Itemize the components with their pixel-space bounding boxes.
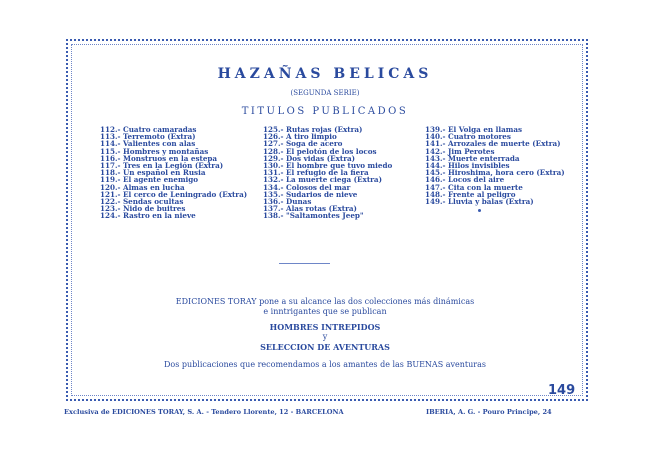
- list-item: 122.- Sendas ocultas: [100, 197, 184, 207]
- list-item: 118.- Un español en Rusia: [100, 168, 206, 178]
- list-item: 132.- La muerte ciega (Extra): [263, 175, 382, 185]
- page-title: HAZAÑAS BELICAS: [217, 66, 433, 82]
- list-item: 138.- "Saltamontes Jeep": [263, 211, 364, 221]
- promo-line-1: EDICIONES TORAY pone a su alcance las dos colecciones más dinámicas: [175, 297, 475, 306]
- list-item: 124.- Rastro en la nieve: [100, 211, 196, 221]
- printer-footer: IBERIA, A. G. - Pouro Principe, 24: [426, 408, 552, 416]
- series-subtitle: (SEGUNDA SERIE): [290, 89, 360, 97]
- list-item: 147.- Cita con la muerte: [425, 182, 523, 192]
- list-item: 113.- Terremoto (Extra): [100, 132, 196, 142]
- list-item: 114.- Valientes con alas: [100, 139, 196, 149]
- list-item: 141.- Arrozales de muerte (Extra): [425, 139, 561, 149]
- list-item: 128.- El pelotón de los locos: [263, 146, 377, 156]
- list-item: 148.- Frente al peligro: [425, 189, 516, 199]
- promo-line-1b: e inntrigantes que se publican: [263, 307, 387, 316]
- list-item: 126.- A tiro limpio: [263, 132, 337, 142]
- list-item: 146.- Locos del aire: [425, 175, 505, 185]
- collection-name-1: HOMBRES INTREPIDOS: [269, 322, 381, 332]
- list-item: 112.- Cuatro camaradas: [100, 125, 197, 134]
- list-item: 139.- El Volga en llamas: [425, 125, 523, 134]
- page-number: 149: [548, 383, 576, 398]
- list-item: 144.- Hilos invisibles: [425, 161, 510, 171]
- list-item: 116.- Monstruos en la estepa: [100, 153, 218, 163]
- list-item: 125.- Rutas rojas (Extra): [263, 125, 363, 134]
- section-heading: TITULOS PUBLICADOS: [241, 106, 409, 117]
- list-item: 135.- Sudarios de nieve: [263, 189, 358, 199]
- list-item: 117.- Tres en la Legión (Extra): [100, 161, 224, 171]
- publisher-footer: Exclusiva de EDICIONES TORAY, S. A. - Tenderο Llorente, 12 - BARCELONA: [64, 408, 344, 416]
- list-item: 120.- Almas en lucha: [100, 182, 185, 192]
- list-item: 134.- Colosos del mar: [263, 182, 351, 192]
- list-item: 143.- Muerte enterrada: [425, 153, 520, 163]
- promo-line-3: Dos publicaciones que recomendamos a los amantes de las BUENAS aventuras: [164, 360, 486, 369]
- list-item: 130.- El hombre que tuvo miedo: [263, 161, 393, 171]
- list-item: 127.- Soga de acero: [263, 139, 343, 149]
- conjunction: y: [322, 332, 328, 341]
- list-item: 119.- El agente enemigo: [100, 175, 199, 185]
- list-item: 136.- Dunas: [263, 197, 312, 207]
- list-item: 149.- Lluvia y balas (Extra): [425, 197, 534, 207]
- titles-column-3: [425, 126, 565, 205]
- titles-column-2: [263, 126, 392, 220]
- list-item: 131.- El refugio de la fiera: [263, 168, 369, 178]
- list-item: 129.- Dos vidas (Extra): [263, 153, 356, 163]
- list-item: 115.- Hombres y montañas: [100, 146, 209, 156]
- titles-column-1: [100, 126, 247, 220]
- list-item: 140.- Cuatro motores: [425, 132, 511, 142]
- collection-name-2: SELECCION DE AVENTURAS: [260, 342, 390, 352]
- list-item: 145.- Hiroshima, hora cero (Extra): [425, 168, 565, 178]
- divider-line: [279, 263, 330, 264]
- list-item: 123.- Nido de buitres: [100, 204, 186, 214]
- list-item: 137.- Alas rotas (Extra): [263, 204, 357, 214]
- list-item: 121.- El cerco de Leningrado (Extra): [100, 189, 248, 199]
- ink-dot: [478, 209, 481, 212]
- list-item: 142.- Jim Perotes: [425, 146, 495, 156]
